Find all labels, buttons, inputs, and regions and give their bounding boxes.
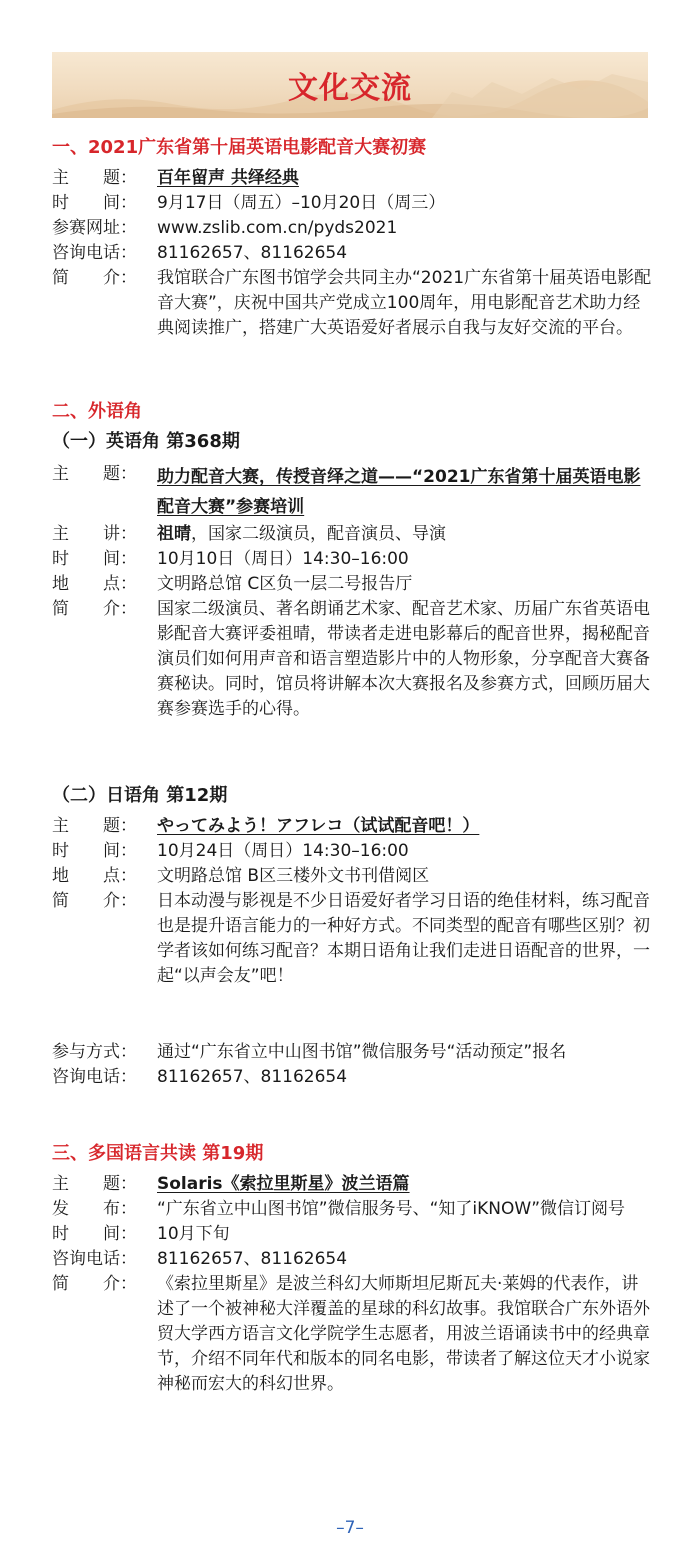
time-row xyxy=(52,547,652,572)
place-row xyxy=(52,572,652,597)
time-label: 时 间： xyxy=(52,1224,137,1244)
phone-row xyxy=(52,241,652,266)
english-corner-heading: （一）英语角 第368期 xyxy=(52,431,240,452)
website-label: 参赛网址： xyxy=(52,218,137,238)
intro-label: 简 介： xyxy=(52,268,137,288)
theme-label: 主 题： xyxy=(52,816,137,836)
intro-text: 日本动漫与影视是不少日语爱好者学习日语的绝佳材料，练习配音也是提升语言能力的一种好方式。不同类型的配音有哪些区别？初学者该如何练习配音？本期日语角让我们走进日语配音的世界，一起“以声会友”吧！ xyxy=(157,891,650,986)
place-label: 地 点： xyxy=(52,866,137,886)
intro-text: 《索拉里斯星》是波兰科幻大师斯坦尼斯瓦夫·莱姆的代表作，讲述了一个被神秘大洋覆盖的星球的科幻故事。我馆联合广东外语外贸大学西方语言文化学院学生志愿者，用波兰语诵读书中的经典章节，介绍不同年代和版本的同名电影，带读者了解这位天才小说家神秘而宏大的科幻世界。 xyxy=(157,1274,650,1394)
place-row xyxy=(52,864,652,889)
intro-row xyxy=(52,1272,652,1397)
section-multilingual-reading xyxy=(52,1140,652,1397)
place-label: 地 点： xyxy=(52,574,137,594)
join-value: 通过“广东省立中山图书馆”微信服务号“活动预定”报名 xyxy=(157,1042,567,1062)
phone-value: 81162657、81162654 xyxy=(157,1249,348,1269)
speaker-name: 祖晴 xyxy=(157,524,191,544)
theme-value: 助力配音大赛，传授音绎之道——“2021广东省第十届英语电影配音大赛”参赛培训 xyxy=(157,467,641,517)
time-label: 时 间： xyxy=(52,193,137,213)
publish-label: 发 布： xyxy=(52,1199,137,1219)
intro-label: 简 介： xyxy=(52,891,137,911)
website-row xyxy=(52,216,652,241)
intro-row xyxy=(52,889,652,989)
section-foreign-language-corner xyxy=(52,398,652,722)
time-row xyxy=(52,1222,652,1247)
place-value: 文明路总馆 B区三楼外文书刊借阅区 xyxy=(157,866,430,886)
theme-row xyxy=(52,166,652,191)
theme-row xyxy=(52,814,652,839)
phone-label: 咨询电话： xyxy=(52,1067,137,1087)
intro-row xyxy=(52,597,652,722)
theme-value: Solaris《索拉里斯星》波兰语篇 xyxy=(157,1174,410,1194)
time-row xyxy=(52,191,652,216)
time-row xyxy=(52,839,652,864)
section-dubbing-contest xyxy=(52,134,652,341)
section-heading: 一、2021广东省第十届英语电影配音大赛初赛 xyxy=(52,137,427,158)
title-banner xyxy=(52,52,648,118)
intro-row xyxy=(52,266,652,341)
publish-row xyxy=(52,1197,652,1222)
intro-text: 国家二级演员、著名朗诵艺术家、配音艺术家、历届广东省英语电影配音大赛评委祖晴，带读者走进电影幕后的配音世界，揭秘配音演员们如何用声音和语言塑造影片中的人物形象，分享配音大赛备赛秘诀。同时，馆员将讲解本次大赛报名及参赛方式，回顾历届大赛参赛选手的心得。 xyxy=(157,599,650,719)
theme-value: 百年留声 共绎经典 xyxy=(157,168,299,188)
japanese-corner-heading: （二）日语角 第12期 xyxy=(52,785,228,806)
intro-label: 简 介： xyxy=(52,599,137,619)
section-heading: 三、多国语言共读 第19期 xyxy=(52,1143,264,1164)
speaker-label: 主 讲： xyxy=(52,524,137,544)
phone-label: 咨询电话： xyxy=(52,243,137,263)
participation-info xyxy=(52,1040,652,1090)
speaker-row xyxy=(52,522,652,547)
join-row xyxy=(52,1040,652,1065)
page-number: –7– xyxy=(336,1518,364,1538)
place-value: 文明路总馆 C区负一层二号报告厅 xyxy=(157,574,413,594)
time-value: 10月24日（周日）14:30–16:00 xyxy=(157,841,409,861)
time-label: 时 间： xyxy=(52,841,137,861)
theme-label: 主 题： xyxy=(52,1174,137,1194)
intro-label: 简 介： xyxy=(52,1274,137,1294)
section-heading: 二、外语角 xyxy=(52,401,142,422)
intro-text: 我馆联合广东图书馆学会共同主办“2021广东省第十届英语电影配音大赛”，庆祝中国共产党成立100周年，用电影配音艺术助力经典阅读推广，搭建广大英语爱好者展示自我与友好交流的平台。 xyxy=(157,268,652,338)
phone-label: 咨询电话： xyxy=(52,1249,137,1269)
theme-row xyxy=(52,462,652,522)
theme-label: 主 题： xyxy=(52,168,137,188)
phone-value: 81162657、81162654 xyxy=(157,243,348,263)
theme-value: やってみよう！アフレコ（试试配音吧！） xyxy=(157,816,480,836)
theme-label: 主 题： xyxy=(52,464,137,484)
time-value: 10月10日（周日）14:30–16:00 xyxy=(157,549,409,569)
time-label: 时 间： xyxy=(52,549,137,569)
website-value[interactable]: www.zslib.com.cn/pyds2021 xyxy=(157,218,398,238)
join-label: 参与方式： xyxy=(52,1042,137,1062)
time-value: 10月下旬 xyxy=(157,1224,230,1244)
publish-value: “广东省立中山图书馆”微信服务号、“知了iKNOW”微信订阅号 xyxy=(157,1199,626,1219)
page-title: 文化交流 xyxy=(288,71,412,106)
phone-value: 81162657、81162654 xyxy=(157,1067,348,1087)
japanese-corner xyxy=(52,782,652,989)
phone-row xyxy=(52,1065,652,1090)
speaker-title: ，国家二级演员，配音演员、导演 xyxy=(191,524,446,544)
phone-row xyxy=(52,1247,652,1272)
theme-row xyxy=(52,1172,652,1197)
time-value: 9月17日（周五）–10月20日（周三） xyxy=(157,193,446,213)
